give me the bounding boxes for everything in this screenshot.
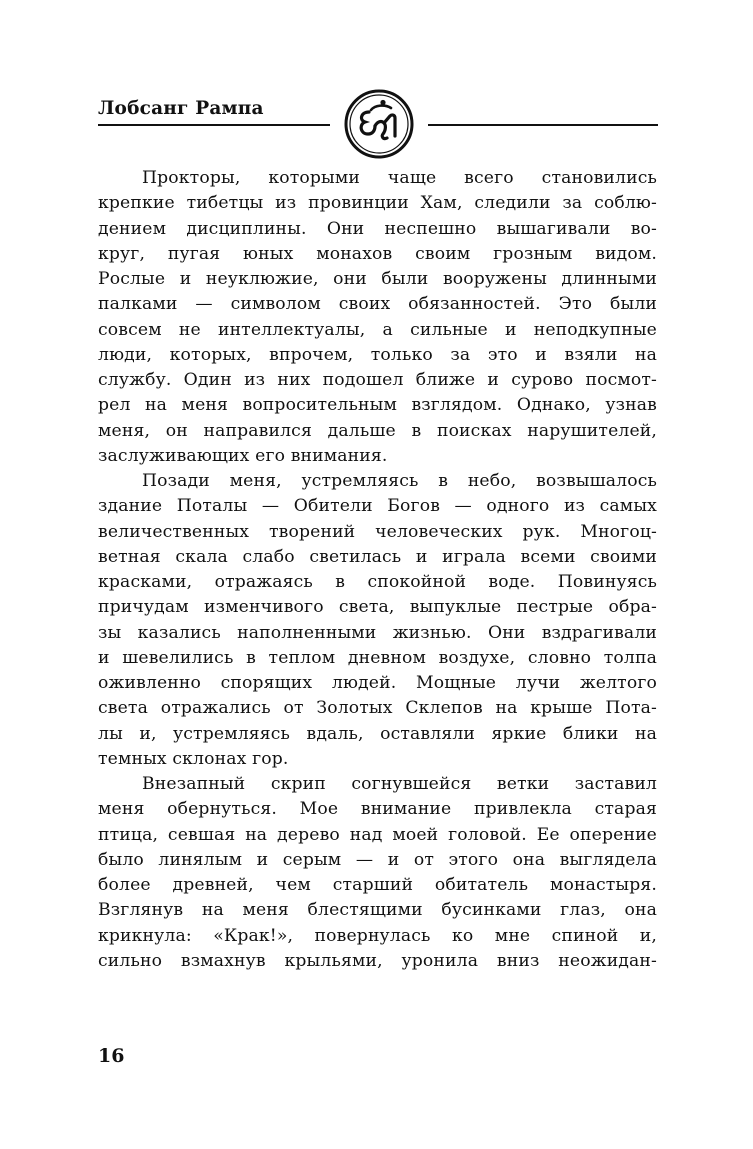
text-line: крепкие тибетцы из провинции Хам, следили за соблю- [98,193,657,214]
text-line: крикнула: «Крак!», повернулась ко мне спиной и, [98,925,657,946]
text-line: совсем не интеллектуалы, а сильные и неподкупные [98,319,657,340]
text-line: красками, отражаясь в спокойной воде. Повинуясь [98,572,657,592]
text-line: сильно взмахнув крыльями, уронила вниз неожидан- [98,950,657,971]
text-line: лы и, устремляясь вдаль, оставляли яркие блики на [98,723,657,744]
text-line: меня, он направился дальше в поисках нарушителей, [98,420,657,441]
text-line: было линялым и серым — и от этого она выглядела [98,849,657,870]
running-header [0,0,753,160]
text-line: и шевелились в теплом дневном воздухе, словно толпа [98,647,657,668]
text-line: рел на меня вопросительным взглядом. Однако, узнав [98,395,657,416]
text-line: службу. Один из них подошел ближе и сурово посмот- [98,370,657,390]
text-line: круг, пугая юных монахов своим грозным видом. [98,243,657,264]
paragraph [98,469,657,772]
text-line: более древней, чем старший обитатель монастыря. [98,875,657,895]
text-line: Взглянув на меня блестящими бусинками глаз, она [98,900,657,921]
text-line: Прокторы, которыми чаще всего становились [142,168,657,188]
paragraph [98,166,657,469]
text-line: Позади меня, устремляясь в небо, возвышалось [142,471,657,491]
text-line: Внезапный скрип согнувшейся ветки заставил [142,774,657,794]
text-line: величественных творений человеческих рук. Многоц- [98,521,657,542]
page-body [98,166,657,974]
header-rule-left [98,124,330,126]
om-symbol-icon [343,88,415,160]
text-line: темных склонах гор. [98,748,289,769]
text-line: Рослые и неуклюжие, они были вооружены длинными [98,269,657,289]
text-line: палками — символом своих обязанностей. Это были [98,294,657,315]
page-number: 16 [98,1045,125,1067]
text-line: птица, севшая на дерево над моей головой. Ее оперение [98,824,657,845]
paragraph [98,772,657,974]
text-line: оживленно спорящих людей. Мощные лучи желтого [98,673,657,693]
text-line: дением дисциплины. Они неспешно вышагивали во- [98,218,657,239]
running-head-author: Лобсанг Рампа [98,98,264,119]
text-line: люди, которых, впрочем, только за это и взяли на [98,344,657,365]
text-line: света отражались от Золотых Склепов на крыше Пота- [98,698,657,719]
text-line: причудам изменчивого света, выпуклые пестрые обра- [98,597,657,618]
text-line: меня обернуться. Мое внимание привлекла старая [98,799,657,820]
header-rule-right [428,124,658,126]
text-line: ветная скала слабо светилась и играла всеми своими [98,546,657,567]
text-line: заслуживающих его внимания. [98,445,388,466]
text-line: здание Поталы — Обители Богов — одного из самых [98,496,657,517]
text-line: зы казались наполненными жизнью. Они вздрагивали [98,622,657,643]
